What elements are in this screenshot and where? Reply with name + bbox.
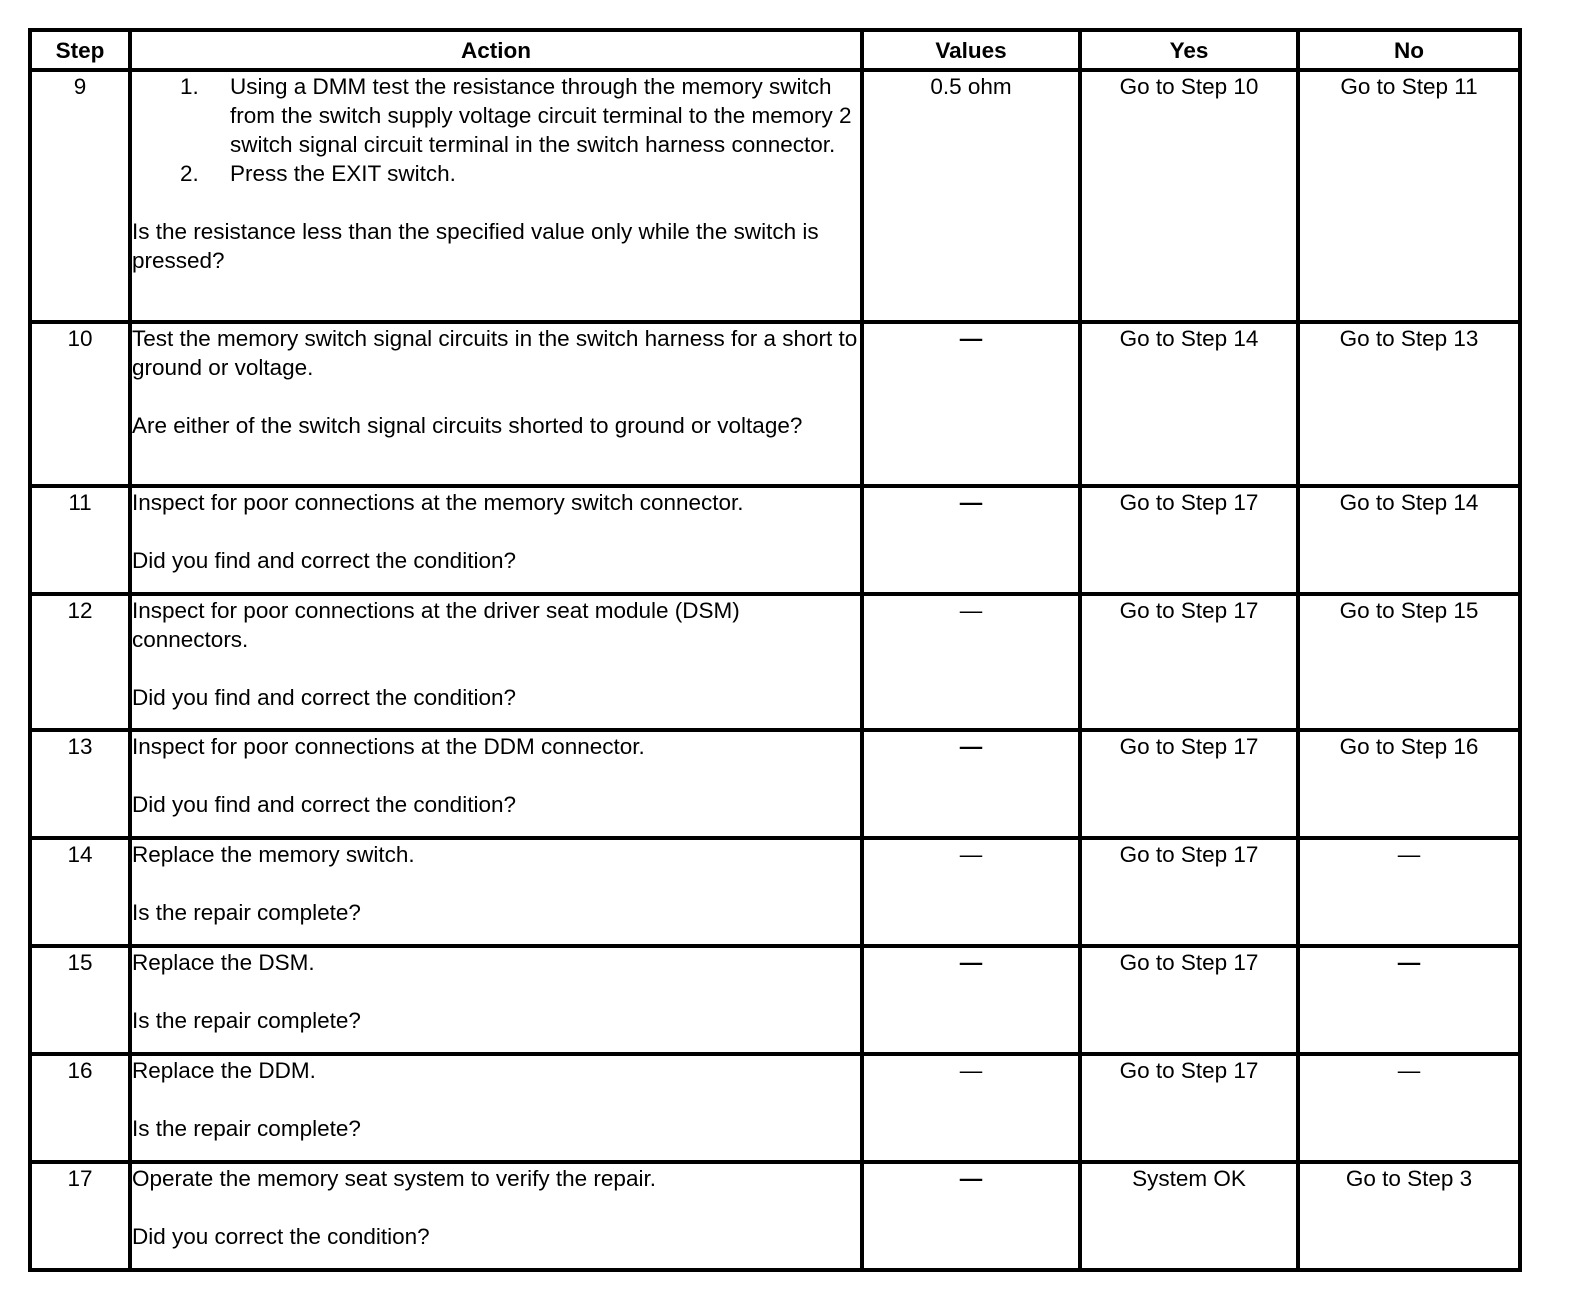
header-yes: Yes xyxy=(1080,30,1298,70)
step-description: Replace the DSM. xyxy=(132,950,315,975)
header-action: Action xyxy=(130,30,862,70)
step-number: 12 xyxy=(30,594,130,730)
yes-result: Go to Step 17 xyxy=(1080,730,1298,838)
step-number: 9 xyxy=(30,70,130,322)
step-question: Did you correct the condition? xyxy=(132,1224,430,1249)
step-description: Replace the DDM. xyxy=(132,1058,316,1083)
step-description: Inspect for poor connections at the driver seat module (DSM) connectors. xyxy=(132,598,740,652)
step-description: Inspect for poor connections at the DDM connector. xyxy=(132,734,645,759)
yes-result: Go to Step 17 xyxy=(1080,1054,1298,1162)
step-number: 15 xyxy=(30,946,130,1054)
step-number: 16 xyxy=(30,1054,130,1162)
yes-result: Go to Step 17 xyxy=(1080,486,1298,594)
no-result: Go to Step 15 xyxy=(1298,594,1520,730)
value-cell: — xyxy=(862,1054,1080,1162)
table-row xyxy=(30,1162,1520,1270)
step-description: Test the memory switch signal circuits in the switch harness for a short to ground or voltage. xyxy=(132,326,858,380)
yes-result: Go to Step 17 xyxy=(1080,946,1298,1054)
value-cell: — xyxy=(862,1162,1080,1270)
header-row xyxy=(30,30,1520,70)
no-result: Go to Step 11 xyxy=(1298,70,1520,322)
step-question: Did you find and correct the condition? xyxy=(132,685,516,710)
no-result: — xyxy=(1298,946,1520,1054)
step-question: Is the repair complete? xyxy=(132,1008,361,1033)
step-description: Replace the memory switch. xyxy=(132,842,415,867)
step-description: Inspect for poor connections at the memory switch connector. xyxy=(132,490,744,515)
action-cell xyxy=(130,486,862,594)
value-cell: — xyxy=(862,838,1080,946)
header-step: Step xyxy=(30,30,130,70)
no-result: Go to Step 3 xyxy=(1298,1162,1520,1270)
yes-result: Go to Step 10 xyxy=(1080,70,1298,322)
step-question: Is the resistance less than the specified value only while the switch is pressed? xyxy=(132,219,819,273)
value-cell: — xyxy=(862,594,1080,730)
table-row xyxy=(30,322,1520,486)
action-cell xyxy=(130,1054,862,1162)
no-result: Go to Step 16 xyxy=(1298,730,1520,838)
no-result: — xyxy=(1298,1054,1520,1162)
table-row xyxy=(30,486,1520,594)
substep-item: Using a DMM test the resistance through the memory switch from the switch supply voltage circuit terminal to the memory 2 switch signal circuit terminal in the switch harness connector. xyxy=(230,74,852,157)
action-cell xyxy=(130,322,862,486)
yes-result: System OK xyxy=(1080,1162,1298,1270)
value-cell: — xyxy=(862,322,1080,486)
step-number: 13 xyxy=(30,730,130,838)
action-cell xyxy=(130,594,862,730)
value-cell: — xyxy=(862,946,1080,1054)
table-row xyxy=(30,838,1520,946)
step-question: Is the repair complete? xyxy=(132,1116,361,1141)
step-question: Did you find and correct the condition? xyxy=(132,792,516,817)
table-row xyxy=(30,1054,1520,1162)
table-row xyxy=(30,70,1520,322)
action-cell xyxy=(130,946,862,1054)
table-row xyxy=(30,594,1520,730)
header-no: No xyxy=(1298,30,1520,70)
action-cell xyxy=(130,838,862,946)
value-cell: — xyxy=(862,486,1080,594)
yes-result: Go to Step 14 xyxy=(1080,322,1298,486)
value-cell: 0.5 ohm xyxy=(862,70,1080,322)
step-question: Did you find and correct the condition? xyxy=(132,548,516,573)
header-values: Values xyxy=(862,30,1080,70)
value-cell: — xyxy=(862,730,1080,838)
step-question: Are either of the switch signal circuits shorted to ground or voltage? xyxy=(132,413,803,438)
step-description: Operate the memory seat system to verify the repair. xyxy=(132,1166,656,1191)
action-cell xyxy=(130,1162,862,1270)
action-cell xyxy=(130,730,862,838)
yes-result: Go to Step 17 xyxy=(1080,594,1298,730)
yes-result: Go to Step 17 xyxy=(1080,838,1298,946)
table-row xyxy=(30,730,1520,838)
step-number: 17 xyxy=(30,1162,130,1270)
substep-list xyxy=(132,72,860,188)
no-result: Go to Step 14 xyxy=(1298,486,1520,594)
table-row xyxy=(30,946,1520,1054)
diagnostic-steps-table xyxy=(28,28,1522,1272)
no-result: — xyxy=(1298,838,1520,946)
step-number: 14 xyxy=(30,838,130,946)
no-result: Go to Step 13 xyxy=(1298,322,1520,486)
step-question: Is the repair complete? xyxy=(132,900,361,925)
action-cell xyxy=(130,70,862,322)
step-number: 11 xyxy=(30,486,130,594)
substep-item: Press the EXIT switch. xyxy=(230,161,456,186)
step-number: 10 xyxy=(30,322,130,486)
